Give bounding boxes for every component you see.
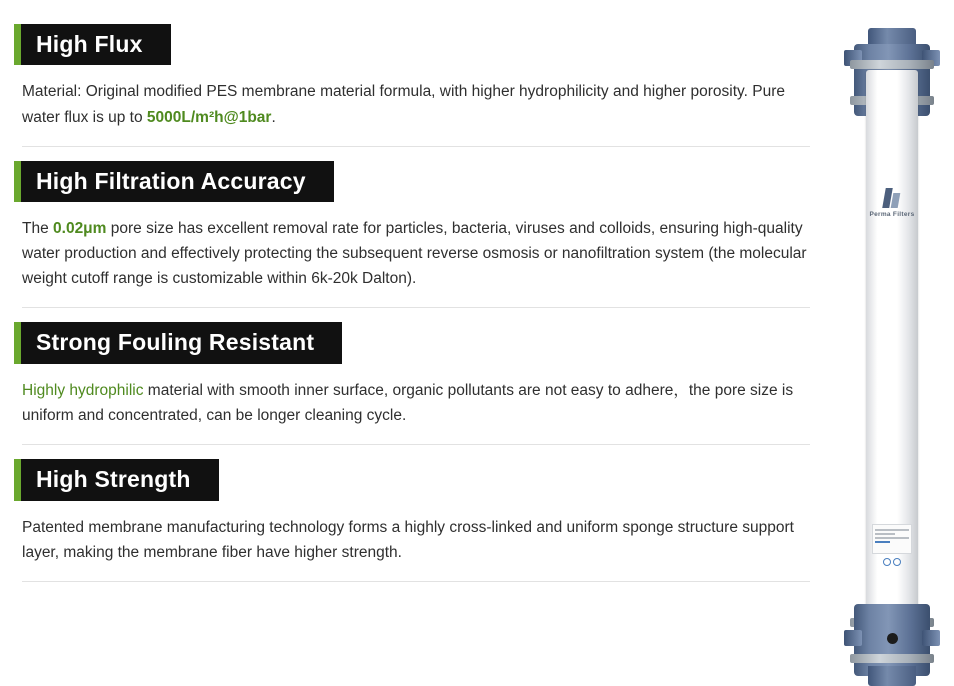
logo-mark-icon <box>883 188 901 208</box>
accent-bar <box>14 322 21 363</box>
feature-heading-bar <box>14 459 219 500</box>
feature-body-highlight: Highly hydrophilic <box>22 381 144 399</box>
feature-heading-text: High Filtration Accuracy <box>36 167 306 194</box>
accent-bar <box>14 161 21 202</box>
feature-body-text <box>0 515 830 565</box>
module-clamp-band-top-1 <box>850 60 934 69</box>
membrane-module-illustration <box>844 18 940 668</box>
module-port-bottom-left <box>844 630 862 646</box>
feature-body-part: Patented membrane manufacturing technology forms a highly cross-linked and uniform sponge structure support layer, making the membrane fiber have higher strength. <box>22 518 794 561</box>
feature-body-highlight: 5000L/m²h@1bar <box>146 108 272 126</box>
feature-heading-bar <box>14 161 334 202</box>
feature-heading-text: Strong Fouling Resistant <box>36 329 315 356</box>
feature-block-high-filtration-accuracy <box>0 161 830 309</box>
feature-body-text <box>0 79 830 129</box>
feature-block-high-strength <box>0 459 830 582</box>
accent-bar <box>14 459 21 500</box>
brand-logo <box>866 188 918 218</box>
feature-block-high-flux <box>0 24 830 147</box>
feature-body-part: material with smooth inner surface, organic pollutants are not easy to adhere，the pore size is uniform and concentrated, can be longer cleaning cycle. <box>22 381 794 424</box>
label-line-accent <box>875 541 890 543</box>
module-port-bottom-right <box>922 630 940 646</box>
accent-bar <box>14 24 21 65</box>
feature-body-text <box>0 216 830 291</box>
feature-heading-text: High Strength <box>36 466 191 493</box>
product-label-sticker <box>872 524 912 554</box>
section-divider <box>22 581 810 582</box>
label-circle-icon <box>883 558 891 566</box>
module-clamp-band-bottom-2 <box>850 654 934 663</box>
brand-logo-text: Perma Filters <box>869 211 915 218</box>
feature-body-part: Material: Original modified PES membrane material formula, with higher hydrophilicity and higher porosity. Pure water flux is up to <box>22 83 785 126</box>
label-line <box>875 529 909 531</box>
section-divider <box>22 307 810 308</box>
feature-block-strong-fouling-resistant <box>0 322 830 445</box>
module-bottom-neck <box>868 666 916 686</box>
feature-body-part: The <box>22 220 54 238</box>
label-icons <box>874 558 910 566</box>
label-circle-icon <box>893 558 901 566</box>
feature-body-part-end: pore size has excellent removal rate for particles, bacteria, viruses and colloids, ensuring high-quality water production and effectively protecting the subsequent reverse osmosis or nanofiltration system (the molecular weight cutoff range is customizable within 6k-20k Dalton). <box>22 220 807 288</box>
label-line <box>875 537 909 539</box>
logo-bar-right <box>891 193 901 208</box>
feature-body-text <box>0 378 830 428</box>
product-image-column <box>830 0 954 686</box>
feature-heading-bar <box>14 322 342 363</box>
feature-heading-text: High Flux <box>36 31 143 57</box>
module-bolt-bottom <box>887 633 898 644</box>
label-line <box>875 533 895 535</box>
feature-heading-bar <box>14 24 171 65</box>
feature-body-highlight: 0.02μm <box>53 220 107 238</box>
feature-body-part-end: . <box>271 108 276 126</box>
section-divider <box>22 444 810 445</box>
section-divider <box>22 146 810 147</box>
